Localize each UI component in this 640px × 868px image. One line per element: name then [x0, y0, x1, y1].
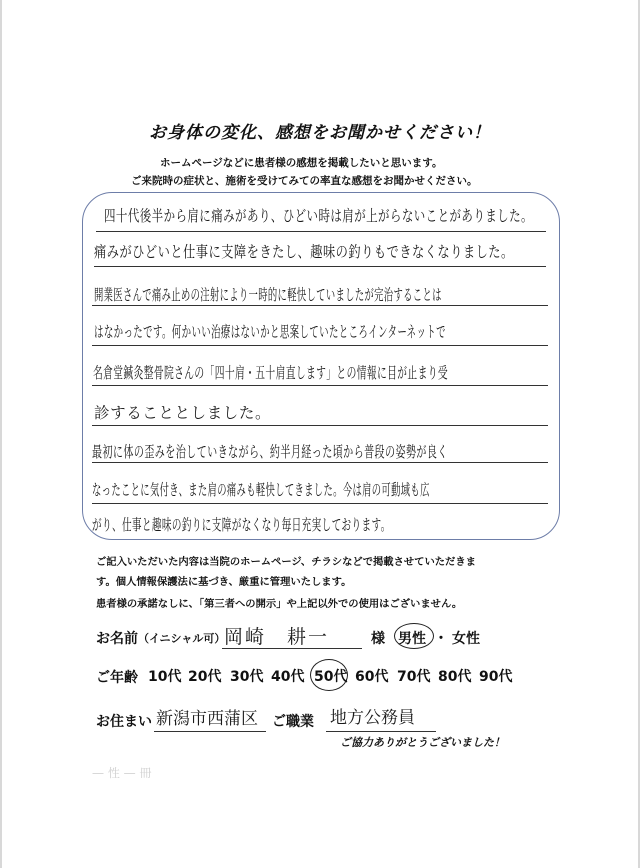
letter-line: なったことに気付き、また肩の痛みも軽快してきました。今は肩の可動域も広	[92, 481, 430, 499]
age-option: 80代	[438, 669, 472, 685]
age-option: 30代	[230, 669, 264, 685]
age-selection-circle	[310, 659, 348, 691]
honorific: 様	[371, 631, 385, 647]
notice-line-2: す。個人情報保護法に基づき、厳重に管理いたします。	[96, 576, 352, 588]
letter-line: 痛みがひどいと仕事に支障をきたし、趣味の釣りもできなくなりました。	[94, 243, 514, 261]
letter-rule	[92, 425, 548, 426]
age-option: 40代	[271, 669, 305, 685]
intro-line-1: ホームページなどに患者様の感想を掲載したいと思います。	[160, 157, 443, 169]
name-label: お名前	[96, 631, 138, 647]
letter-rule	[92, 385, 548, 386]
gender-separator: ・	[434, 631, 448, 647]
form-title: お身体の変化、感想をお聞かせください！	[149, 123, 491, 143]
letter-rule	[92, 345, 548, 346]
letter-line: 四十代後半から肩に痛みがあり、ひどい時は肩が上がらないことがありました。	[104, 207, 533, 225]
age-option: 20代	[188, 669, 222, 685]
letter-line: 診することとしました。	[94, 404, 272, 422]
name-value: 岡崎 耕一	[224, 626, 330, 648]
job-underline	[326, 731, 436, 732]
age-option: 10代	[148, 669, 182, 685]
age-option: 70代	[397, 669, 431, 685]
letter-line: はなかったです。何かいい治療はないかと思案していたところインターネットで	[94, 323, 446, 341]
age-label: ご年齢	[96, 670, 138, 686]
intro-line-2: ご来院時の症状と、施術を受けてみての率直な感想をお聞かせください。	[131, 175, 478, 187]
age-option: 90代	[479, 669, 513, 685]
address-label: お住まい	[96, 714, 152, 730]
letter-line: がり、仕事と趣味の釣りに支障がなくなり毎日充実しております。	[92, 516, 391, 534]
letter-rule	[94, 266, 546, 267]
age-option: 60代	[355, 669, 389, 685]
notice-line-3: 患者様の承諾なしに、「第三者への開示」や上記以外での使用はございません。	[96, 598, 463, 610]
address-underline	[154, 731, 266, 732]
gender-male: 男性	[398, 631, 426, 647]
faint-stamp-mark: — 性 — 冊	[92, 766, 152, 780]
job-value: 地方公務員	[330, 708, 415, 728]
gender-female: 女性	[452, 631, 480, 647]
letter-rule	[96, 231, 546, 232]
age-option: 50代	[314, 669, 348, 685]
initial-label: （イニシャル可）	[138, 632, 226, 645]
job-label: ご職業	[272, 714, 314, 730]
letter-line: 最初に体の歪みを治していきながら、約半月経った頃から普段の姿勢が良く	[92, 443, 448, 461]
name-underline	[222, 648, 362, 649]
gender-selection-circle	[394, 623, 434, 649]
letter-rule	[92, 462, 548, 463]
letter-line: 開業医さんで痛み止めの注射により一時的に軽快していましたが完治することは	[94, 286, 442, 304]
letter-rule	[92, 305, 548, 306]
letter-rule	[92, 503, 548, 504]
notice-line-1: ご記入いただいた内容は当院のホームページ、チラシなどで掲載させていただきま	[96, 556, 476, 568]
address-value: 新潟市西蒲区	[156, 709, 258, 729]
thanks-message: ご協力ありがとうございました！	[340, 736, 505, 749]
letter-line: 名倉堂鍼灸整骨院さんの「四十肩・五十肩直します」との情報に目が止まり受	[93, 364, 449, 382]
